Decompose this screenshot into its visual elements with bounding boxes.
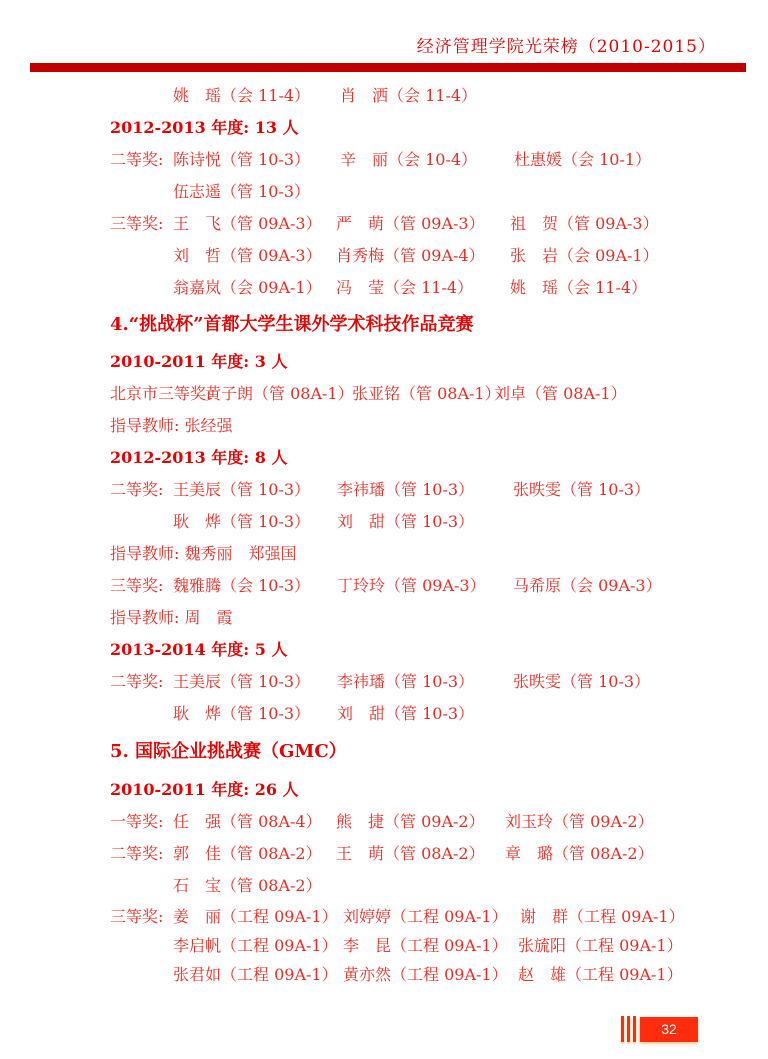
year-count-line — [0, 774, 768, 806]
footer-decoration-bar — [621, 1016, 624, 1042]
text-segment: 章 璐（管 08A-2） — [505, 844, 654, 863]
text-segment: 谢 群（工程 09A-1） — [520, 907, 685, 926]
award-line — [0, 666, 768, 698]
text-segment: 赵 雄（工程 09A-1） — [518, 965, 683, 984]
text-segment: 李启帆（工程 09A-1） — [173, 936, 338, 955]
year-count-line — [0, 634, 768, 666]
text-segment: 刘 甜（管 10-3） — [337, 512, 475, 531]
text-segment: 肖 洒（会 11-4） — [340, 86, 478, 105]
award-line — [0, 838, 768, 870]
text-segment: 王 萌（管 08A-2） — [336, 844, 485, 863]
award-line — [0, 931, 768, 960]
text-segment: 熊 捷（管 09A-2） — [336, 812, 485, 831]
text-segment: 2012-2013 年度: 8 人 — [110, 448, 288, 467]
page-number: 32 — [661, 1021, 677, 1037]
award-line — [0, 538, 768, 570]
text-segment: 李 昆（工程 09A-1） — [343, 936, 508, 955]
text-segment: 刘玉玲（管 09A-2） — [505, 812, 654, 831]
page-header-title: 经济管理学院光荣榜（2010-2015） — [416, 37, 716, 57]
text-segment: 2013-2014 年度: 5 人 — [110, 640, 288, 659]
page-number-badge — [640, 1017, 698, 1042]
text-segment: 指导教师: 周 霞 — [110, 608, 233, 627]
text-segment: 刘婷婷（工程 09A-1） — [343, 907, 508, 926]
award-line — [0, 806, 768, 838]
text-segment: 翁嘉岚（会 09A-1） — [173, 278, 322, 297]
text-segment: 指导教师: 魏秀丽 郑强国 — [110, 544, 297, 563]
text-segment: 指导教师: 张经强 — [110, 416, 233, 435]
text-segment: 北京市三等奖: — [110, 384, 212, 403]
year-count-line — [0, 346, 768, 378]
footer-decoration-bar — [633, 1016, 636, 1042]
text-segment: 王美辰（管 10-3） — [173, 672, 311, 691]
text-segment: 2010-2011 年度: 3 人 — [110, 352, 288, 371]
award-line — [0, 602, 768, 634]
award-line — [0, 176, 768, 208]
text-segment: 李祎璠（管 10-3） — [337, 480, 475, 499]
award-line — [0, 698, 768, 730]
text-segment: 三等奖: — [110, 907, 164, 926]
text-segment: 姚 瑶（会 11-4） — [173, 86, 311, 105]
text-segment: 丁玲玲（管 09A-3） — [337, 576, 486, 595]
text-segment: 严 萌（管 09A-3） — [336, 214, 485, 233]
text-segment: 马希原（会 09A-3） — [513, 576, 662, 595]
award-line — [0, 208, 768, 240]
text-segment: 祖 贺（管 09A-3） — [510, 214, 659, 233]
award-line — [0, 410, 768, 442]
text-segment: 张 岩（会 09A-1） — [510, 246, 659, 265]
award-line — [0, 474, 768, 506]
text-segment: 杜惠媛（会 10-1） — [514, 150, 652, 169]
text-segment: 4.“挑战杯”首都大学生课外学术科技作品竞赛 — [110, 314, 474, 335]
text-segment: 刘 哲（管 09A-3） — [173, 246, 322, 265]
text-segment: 二等奖: — [110, 150, 164, 169]
text-segment: 姚 瑶（会 11-4） — [510, 278, 648, 297]
text-segment: 耿 烨（管 10-3） — [173, 704, 311, 723]
text-segment: 2012-2013 年度: 13 人 — [110, 118, 299, 137]
text-segment: 三等奖: — [110, 576, 164, 595]
text-segment: 张昳雯（管 10-3） — [513, 480, 651, 499]
text-segment: 郭 佳（管 08A-2） — [173, 844, 322, 863]
award-line — [0, 902, 768, 931]
text-segment: 陈诗悦（管 10-3） — [173, 150, 311, 169]
text-segment: 2010-2011 年度: 26 人 — [110, 780, 299, 799]
text-segment: 张亚铭（管 08A-1） — [352, 384, 501, 403]
text-segment: 二等奖: — [110, 672, 164, 691]
text-segment: 李祎璠（管 10-3） — [337, 672, 475, 691]
text-segment: 二等奖: — [110, 480, 164, 499]
text-segment: 刘卓（管 08A-1） — [494, 384, 627, 403]
text-segment: 张君如（工程 09A-1） — [173, 965, 338, 984]
award-line — [0, 378, 768, 410]
header-rule — [30, 63, 746, 72]
text-segment: 一等奖: — [110, 812, 164, 831]
text-segment: 黄亦然（工程 09A-1） — [343, 965, 508, 984]
year-count-line — [0, 112, 768, 144]
award-line — [0, 272, 768, 304]
text-segment: 伍志遥（管 10-3） — [173, 182, 311, 201]
text-segment: 任 强（管 08A-4） — [173, 812, 322, 831]
text-segment: 肖秀梅（管 09A-4） — [336, 246, 485, 265]
text-segment: 王 飞（管 09A-3） — [173, 214, 322, 233]
text-segment: 三等奖: — [110, 214, 164, 233]
text-segment: 黄子朗（管 08A-1） — [205, 384, 354, 403]
text-segment: 张昳雯（管 10-3） — [513, 672, 651, 691]
text-segment: 王美辰（管 10-3） — [173, 480, 311, 499]
text-segment: 5. 国际企业挑战赛（GMC） — [110, 741, 347, 762]
award-line — [0, 144, 768, 176]
honor-roll-content — [0, 80, 768, 989]
text-segment: 刘 甜（管 10-3） — [337, 704, 475, 723]
text-segment: 姜 丽（工程 09A-1） — [173, 907, 338, 926]
text-segment: 张旈阳（工程 09A-1） — [518, 936, 683, 955]
text-segment: 冯 莹（会 11-4） — [336, 278, 474, 297]
section-heading — [0, 730, 768, 774]
award-line — [0, 80, 768, 112]
footer-decoration-bar — [627, 1016, 630, 1042]
award-line — [0, 506, 768, 538]
text-segment: 魏雅腾（会 10-3） — [173, 576, 311, 595]
award-line — [0, 240, 768, 272]
award-line — [0, 960, 768, 989]
section-heading — [0, 304, 768, 346]
year-count-line — [0, 442, 768, 474]
award-line — [0, 870, 768, 902]
text-segment: 二等奖: — [110, 844, 164, 863]
award-line — [0, 570, 768, 602]
text-segment: 耿 烨（管 10-3） — [173, 512, 311, 531]
text-segment: 辛 丽（会 10-4） — [340, 150, 478, 169]
text-segment: 石 宝（管 08A-2） — [173, 876, 322, 895]
